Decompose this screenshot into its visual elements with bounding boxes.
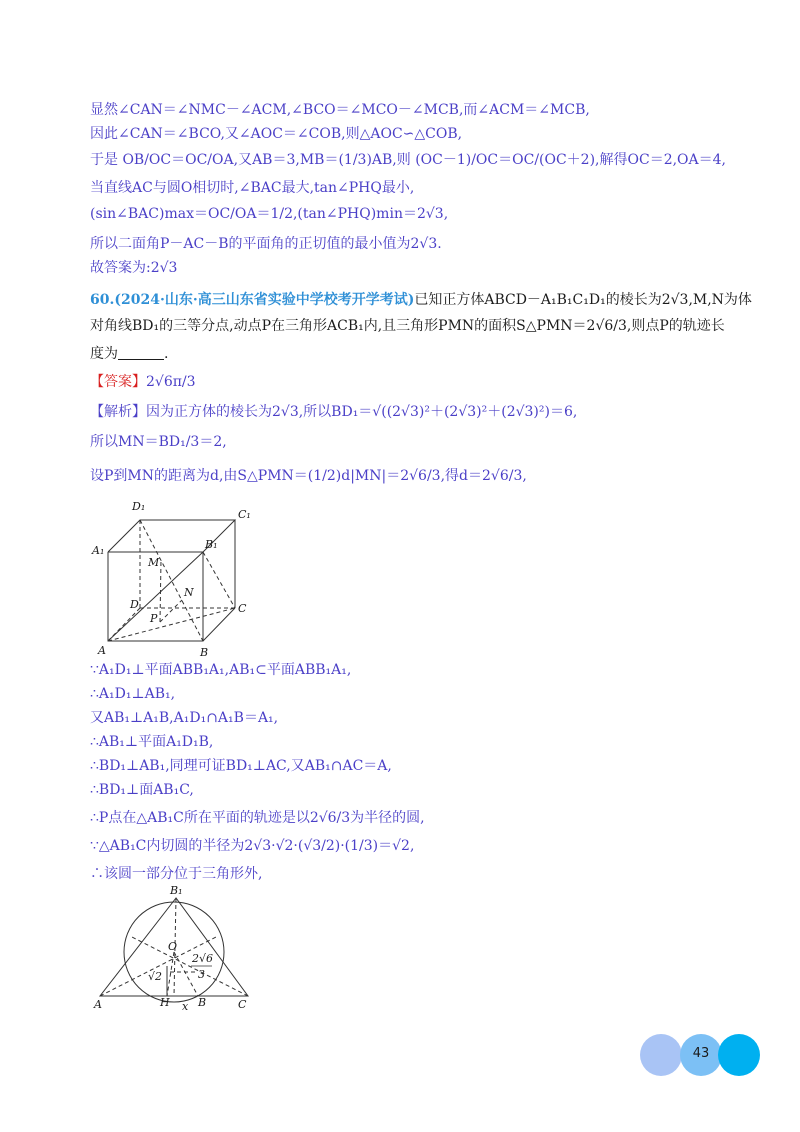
prev-line: 故答案为:2√3 (90, 260, 178, 276)
prev-line: 于是 OB/OC＝OC/OA,又AB＝3,MB＝(1/3)AB,则 (OC－1)/OC＝OC/(OC＋2),解得OC＝2,OA＝4, (90, 152, 726, 168)
problem-line-1 (90, 290, 752, 310)
analysis-label: 【解析】 (90, 404, 146, 420)
label-H: H (160, 996, 170, 1009)
analysis-line: ∴该圆一部分位于三角形外, (90, 866, 263, 882)
prev-line: 显然∠CAN＝∠NMC－∠ACM,∠BCO＝∠MCO－∠MCB,而∠ACM＝∠MCB, (90, 102, 590, 118)
analysis-line: ∴AB₁⊥平面A₁D₁B, (90, 734, 214, 750)
problem-number: 60. (90, 292, 115, 308)
analysis-line: ∴P点在△AB₁C所在平面的轨迹是以2√6/3为半径的圆, (90, 810, 425, 826)
problem-line-3 (90, 344, 168, 364)
prev-line: (sin∠BAC)max＝OC/OA＝1/2,(tan∠PHQ)min＝2√3, (90, 206, 449, 222)
analysis-text: 因为正方体的棱长为2√3,所以BD₁＝√((2√3)²＋(2√3)²＋(2√3)²)＝6, (146, 404, 578, 420)
label-radius: 2√6 (192, 952, 214, 965)
problem-source: (2024·山东·高三山东省实验中学校考开学考试) (114, 292, 415, 308)
analysis-line: ∴BD₁⊥面AB₁C, (90, 782, 194, 798)
label-P: P (150, 612, 158, 625)
page-circle-3 (718, 1034, 760, 1076)
label-B: B (200, 646, 209, 659)
label-O: O (168, 940, 178, 953)
label-D1: D₁ (132, 500, 146, 513)
prev-line: 当直线AC与圆O相切时,∠BAC最大,tan∠PHQ最小, (90, 180, 415, 196)
label-C: C (238, 998, 247, 1011)
label-C: C (238, 602, 247, 615)
label-B1: B₁ (170, 884, 183, 897)
analysis-line: ∵A₁D₁⊥平面ABB₁A₁,AB₁⊂平面ABB₁A₁, (90, 662, 352, 678)
label-B1: B₁ (205, 538, 218, 551)
cube-figure (88, 496, 258, 664)
cube-edge-BC (203, 608, 235, 641)
label-inradius: √2 (148, 970, 163, 983)
prev-line: 所以二面角P－AC－B的平面角的正切值的最小值为2√3. (90, 236, 442, 252)
label-C1: C₁ (238, 508, 251, 521)
label-A: A (98, 644, 106, 657)
problem-text-3-end: . (164, 346, 169, 362)
analysis-line: ∴BD₁⊥AB₁,同理可证BD₁⊥AC,又AB₁∩AC＝A, (90, 758, 392, 774)
analysis-line-0 (90, 402, 577, 422)
prev-line: 因此∠CAN＝∠BCO,又∠AOC＝∠COB,则△AOC∽△COB, (90, 126, 463, 142)
analysis-line: 所以MN＝BD₁/3＝2, (90, 434, 227, 450)
analysis-line: ∵△AB₁C内切圆的半径为2√3·√2·(√3/2)·(1/3)＝√2, (90, 838, 415, 854)
answer-value: 2√6π/3 (146, 374, 196, 390)
seg-PN (160, 600, 182, 622)
label-D: D (130, 598, 139, 611)
label-B: B (198, 996, 207, 1009)
page-number-badge (640, 1034, 760, 1076)
problem-text-1: 已知正方体ABCD－A₁B₁C₁D₁的棱长为2√3,M,N为体 (414, 292, 752, 308)
diag-AC (108, 608, 235, 641)
answer-blank (118, 345, 164, 360)
label-x: x (182, 1000, 189, 1013)
radius-inscribed (167, 952, 174, 996)
answer-line (90, 372, 196, 392)
median-C (130, 936, 248, 996)
label-A: A (94, 998, 102, 1011)
page-circle-1 (640, 1034, 682, 1076)
label-radius-den: 3 (198, 968, 205, 981)
answer-label: 【答案】 (90, 374, 146, 390)
edge-B1C (203, 552, 235, 608)
label-N: N (184, 586, 194, 599)
analysis-line: ∴A₁D₁⊥AB₁, (90, 686, 176, 702)
page-number: 43 (692, 1046, 710, 1061)
analysis-line: 又AB₁⊥A₁B,A₁D₁∩A₁B＝A₁, (90, 710, 279, 726)
label-A1: A₁ (92, 544, 105, 557)
label-M: M (148, 556, 160, 569)
problem-text-2: 对角线BD₁的三等分点,动点P在三角形ACB₁内,且三角形PMN的面积S△PMN＝2√6/3,则点P的轨迹长 (90, 318, 725, 334)
analysis-line: 设P到MN的距离为d,由S△PMN＝(1/2)d|MN|＝2√6/3,得d＝2√6/3, (90, 468, 527, 484)
problem-text-3: 度为 (90, 346, 118, 362)
triangle-circle-figure (88, 884, 263, 1018)
